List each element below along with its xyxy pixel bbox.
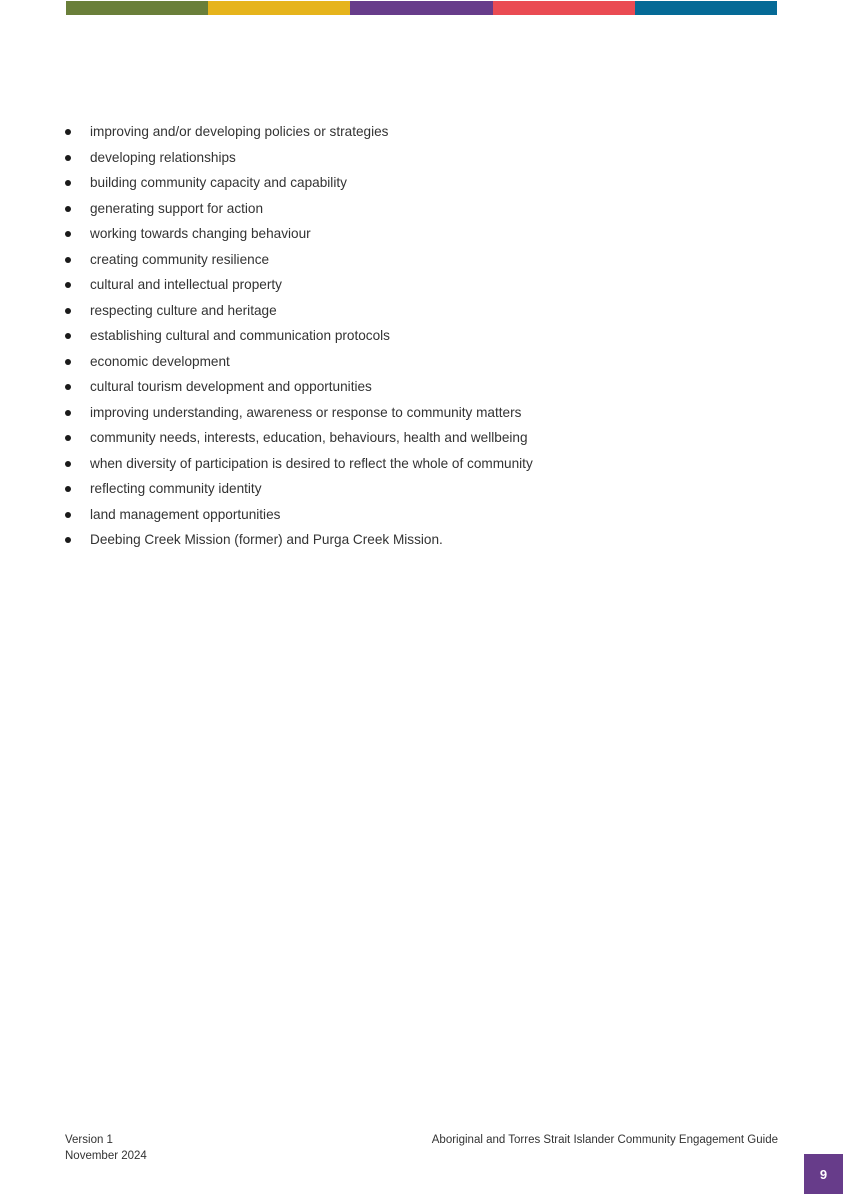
bullet-icon (65, 435, 71, 441)
list-item (62, 170, 533, 196)
page-number-badge (804, 1154, 843, 1194)
list-item-text: cultural and intellectual property (90, 277, 282, 292)
bullet-icon (65, 206, 71, 212)
color-bar-segment (208, 1, 350, 15)
list-item (62, 400, 533, 426)
footer-version-info (65, 1132, 147, 1164)
bullet-icon (65, 461, 71, 467)
color-bar-segment (635, 1, 777, 15)
list-item (62, 476, 533, 502)
color-bar-segment (350, 1, 492, 15)
color-bar-segment (493, 1, 635, 15)
list-item-text: generating support for action (90, 200, 264, 216)
list-item-text: community needs, interests, education, behaviours, health and wellbeing (90, 430, 528, 445)
bullet-icon (65, 486, 71, 492)
list-item-text: Deebing Creek Mission (former) and Purga Creek Mission. (90, 532, 443, 547)
bullet-icon (65, 257, 71, 263)
list-item (62, 298, 533, 324)
page-number: 9 (819, 1166, 828, 1182)
bullet-icon (65, 359, 71, 365)
list-item-text: cultural tourism development and opportunities (90, 379, 372, 394)
bullet-icon (65, 537, 71, 543)
list-item (62, 272, 533, 298)
list-item (62, 502, 533, 528)
bullet-icon (65, 384, 71, 390)
list-item (62, 349, 533, 375)
bullet-icon (65, 129, 71, 135)
list-item (62, 247, 533, 273)
list-item-text: improving understanding, awareness or response to community matters (90, 404, 522, 420)
list-item-text: economic development (90, 353, 230, 369)
bullet-icon (65, 282, 71, 288)
list-item-text: improving and/or developing policies or strategies (90, 124, 389, 139)
list-item (62, 374, 533, 400)
list-item-text: establishing cultural and communication protocols (90, 328, 390, 343)
list-item (62, 527, 533, 553)
list-item-text: respecting culture and heritage (90, 302, 277, 318)
bullet-icon (65, 155, 71, 161)
list-item (62, 221, 533, 247)
footer-version: Version 1 (65, 1134, 113, 1146)
list-item (62, 451, 533, 477)
bullet-icon (65, 333, 71, 339)
list-item-text: reflecting community identity (90, 481, 262, 496)
list-item (62, 323, 533, 349)
list-item-text: land management opportunities (90, 506, 281, 522)
list-item (62, 119, 533, 145)
bullet-icon (65, 308, 71, 314)
list-item (62, 425, 533, 451)
list-item-text: creating community resilience (90, 251, 270, 267)
footer-date: November 2024 (65, 1150, 147, 1162)
footer-document-title: Aboriginal and Torres Strait Islander Community Engagement Guide (431, 1134, 778, 1146)
bullet-icon (65, 180, 71, 186)
list-item-text: working towards changing behaviour (90, 226, 311, 241)
list-item-text: developing relationships (90, 149, 236, 165)
bullet-icon (65, 512, 71, 518)
list-item (62, 196, 533, 222)
color-bar-segment (66, 1, 208, 15)
bullet-icon (65, 231, 71, 237)
header-color-bar (66, 1, 777, 15)
list-item-text: when diversity of participation is desired to reflect the whole of community (90, 455, 533, 471)
bullet-icon (65, 410, 71, 416)
bullet-list (62, 119, 533, 553)
list-item-text: building community capacity and capability (90, 175, 347, 190)
list-item (62, 145, 533, 171)
